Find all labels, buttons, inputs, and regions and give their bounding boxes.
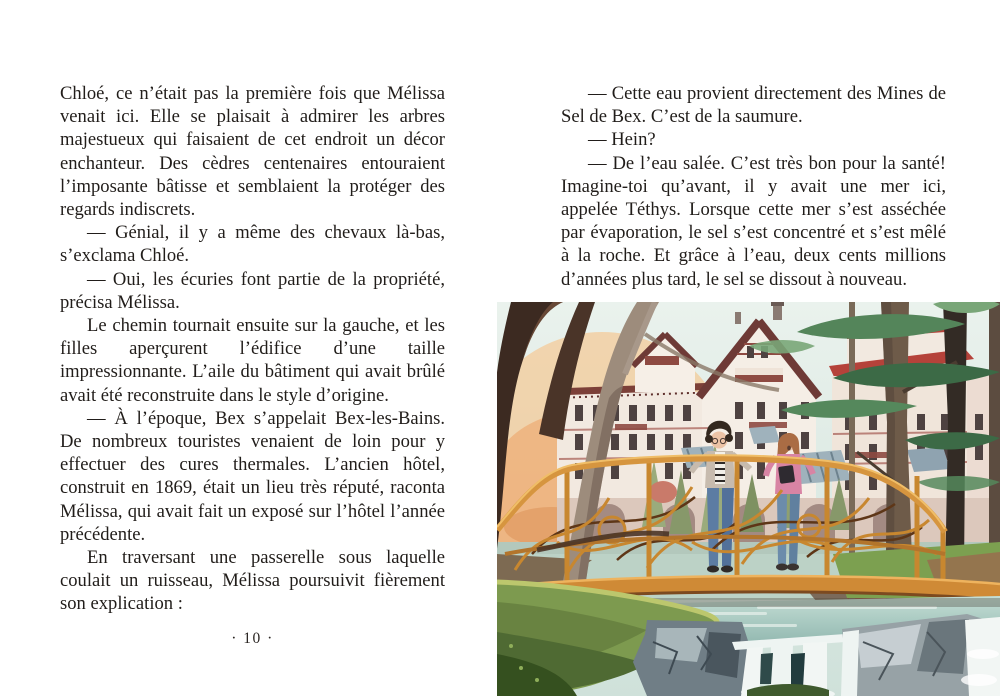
paragraph: — De l’eau salée. C’est très bon pour la santé! Imagine-toi qu’avant, il y avait une mer ici, appelée Téthys. Lorsque cette mer s’est asséchée par évaporation, le sel s’est concentré et s’est mêlé à la roche. Et grâce à l’eau, deux cents millions d’années plus tard, le sel se dissout à nouveau. (561, 152, 946, 290)
paragraph: — Génial, il y a même des chevaux là-bas, s’exclama Chloé. (60, 222, 445, 267)
paragraph: Chloé, ce n’était pas la première fois que Mélissa venait ici. Elle se plaisait à admirer les arbres majestueux qui faisaient de cet endroit un décor enchanteur. Des cèdres centenaires entouraient l’imposante bâtisse et semblaient la protéger des regards indiscrets. (60, 83, 445, 221)
paragraph: — À l’époque, Bex s’appelait Bex-les-Bains. De nombreux touristes venaient de loin pour y effectuer des cures thermales. L’ancien hôtel, construit en 1869, était un lieu très réputé, raconta Mélissa, qui avait fait un exposé sur l’hôtel l’année précédente. (60, 407, 445, 545)
rock-cliff (633, 620, 749, 696)
paragraph: En traversant une passerelle sous laquelle coulait un ruisseau, Mélissa poursuivit fièrement son explication : (60, 547, 445, 615)
paragraph: Le chemin tournait ensuite sur la gauche, et les filles aperçurent l’édifice d’une taille impressionnante. L’aile du bâtiment qui avait brûlé avait été reconstruite dans le style d’origine. (60, 315, 445, 406)
page-number: · 10 · (231, 630, 274, 647)
story-illustration (497, 302, 1000, 696)
right-page-text (561, 82, 946, 291)
paragraph: — Cette eau provient directement des Mines de Sel de Bex. C’est de la saumure. (561, 83, 946, 128)
paragraph: — Hein? (588, 129, 656, 151)
paragraph: — Oui, les écuries font partie de la propriété, précisa Mélissa. (60, 268, 445, 313)
left-page-text (60, 82, 445, 616)
red-bush (649, 481, 677, 503)
